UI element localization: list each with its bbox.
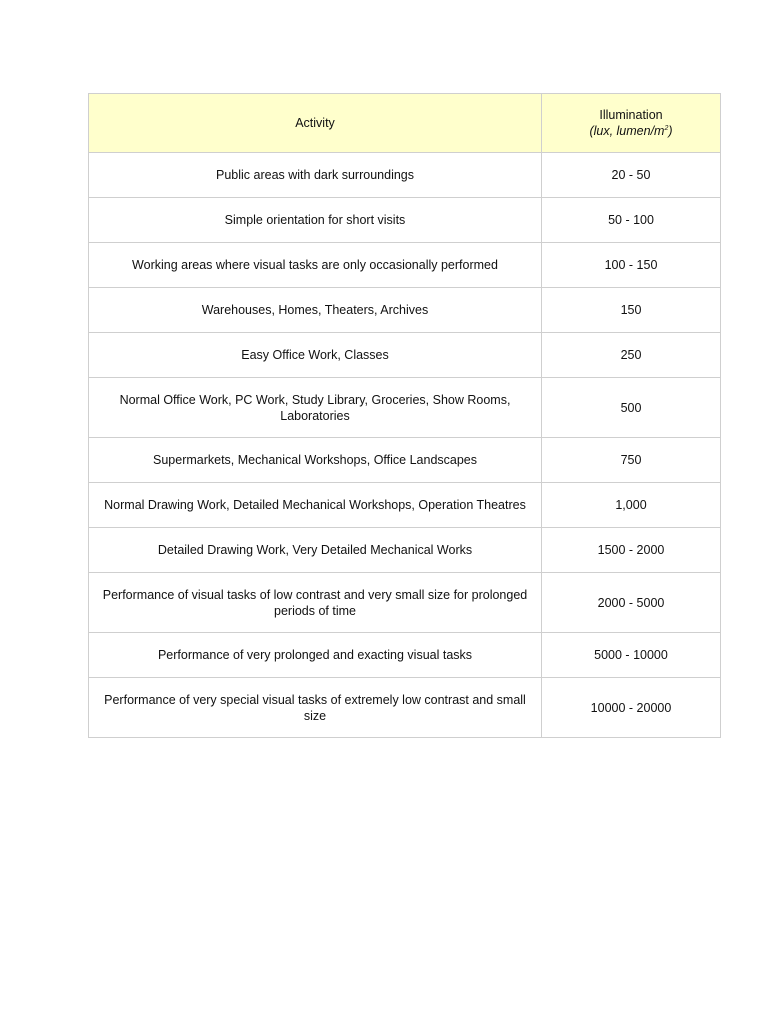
unit-superscript: 2 xyxy=(664,124,669,132)
table-row xyxy=(89,288,721,333)
illumination-cell: 10000 - 20000 xyxy=(542,678,721,738)
illumination-cell: 1,000 xyxy=(542,483,721,528)
table-row xyxy=(89,153,721,198)
unit-suffix: ) xyxy=(668,124,673,138)
illumination-cell: 20 - 50 xyxy=(542,153,721,198)
illumination-table-container xyxy=(88,93,720,738)
activity-cell: Normal Office Work, PC Work, Study Library, Groceries, Show Rooms, Laboratories xyxy=(89,378,542,438)
activity-cell: Normal Drawing Work, Detailed Mechanical Workshops, Operation Theatres xyxy=(89,483,542,528)
illumination-cell: 150 xyxy=(542,288,721,333)
illumination-cell: 100 - 150 xyxy=(542,243,721,288)
activity-cell: Performance of visual tasks of low contrast and very small size for prolonged periods of time xyxy=(89,573,542,633)
illumination-column-header xyxy=(542,94,721,153)
illumination-cell: 5000 - 10000 xyxy=(542,633,721,678)
activity-cell: Simple orientation for short visits xyxy=(89,198,542,243)
table-row xyxy=(89,438,721,483)
activity-column-header: Activity xyxy=(89,94,542,153)
table-row xyxy=(89,573,721,633)
table-header-row xyxy=(89,94,721,153)
table-row xyxy=(89,378,721,438)
illumination-unit-label xyxy=(545,123,717,139)
illumination-cell: 2000 - 5000 xyxy=(542,573,721,633)
activity-cell: Performance of very special visual tasks of extremely low contrast and small size xyxy=(89,678,542,738)
illumination-cell: 1500 - 2000 xyxy=(542,528,721,573)
unit-prefix: (lux, lumen/m xyxy=(589,124,665,138)
activity-cell: Supermarkets, Mechanical Workshops, Office Landscapes xyxy=(89,438,542,483)
illumination-cell: 750 xyxy=(542,438,721,483)
activity-cell: Performance of very prolonged and exacting visual tasks xyxy=(89,633,542,678)
table-row xyxy=(89,333,721,378)
illumination-header-label: Illumination xyxy=(599,108,663,122)
activity-cell: Detailed Drawing Work, Very Detailed Mechanical Works xyxy=(89,528,542,573)
illumination-cell: 250 xyxy=(542,333,721,378)
table-row xyxy=(89,528,721,573)
illumination-table xyxy=(88,93,721,738)
activity-cell: Public areas with dark surroundings xyxy=(89,153,542,198)
activity-cell: Working areas where visual tasks are only occasionally performed xyxy=(89,243,542,288)
illumination-cell: 500 xyxy=(542,378,721,438)
table-row xyxy=(89,198,721,243)
table-row xyxy=(89,483,721,528)
activity-cell: Warehouses, Homes, Theaters, Archives xyxy=(89,288,542,333)
activity-cell: Easy Office Work, Classes xyxy=(89,333,542,378)
illumination-cell: 50 - 100 xyxy=(542,198,721,243)
table-row xyxy=(89,678,721,738)
table-row xyxy=(89,633,721,678)
table-row xyxy=(89,243,721,288)
